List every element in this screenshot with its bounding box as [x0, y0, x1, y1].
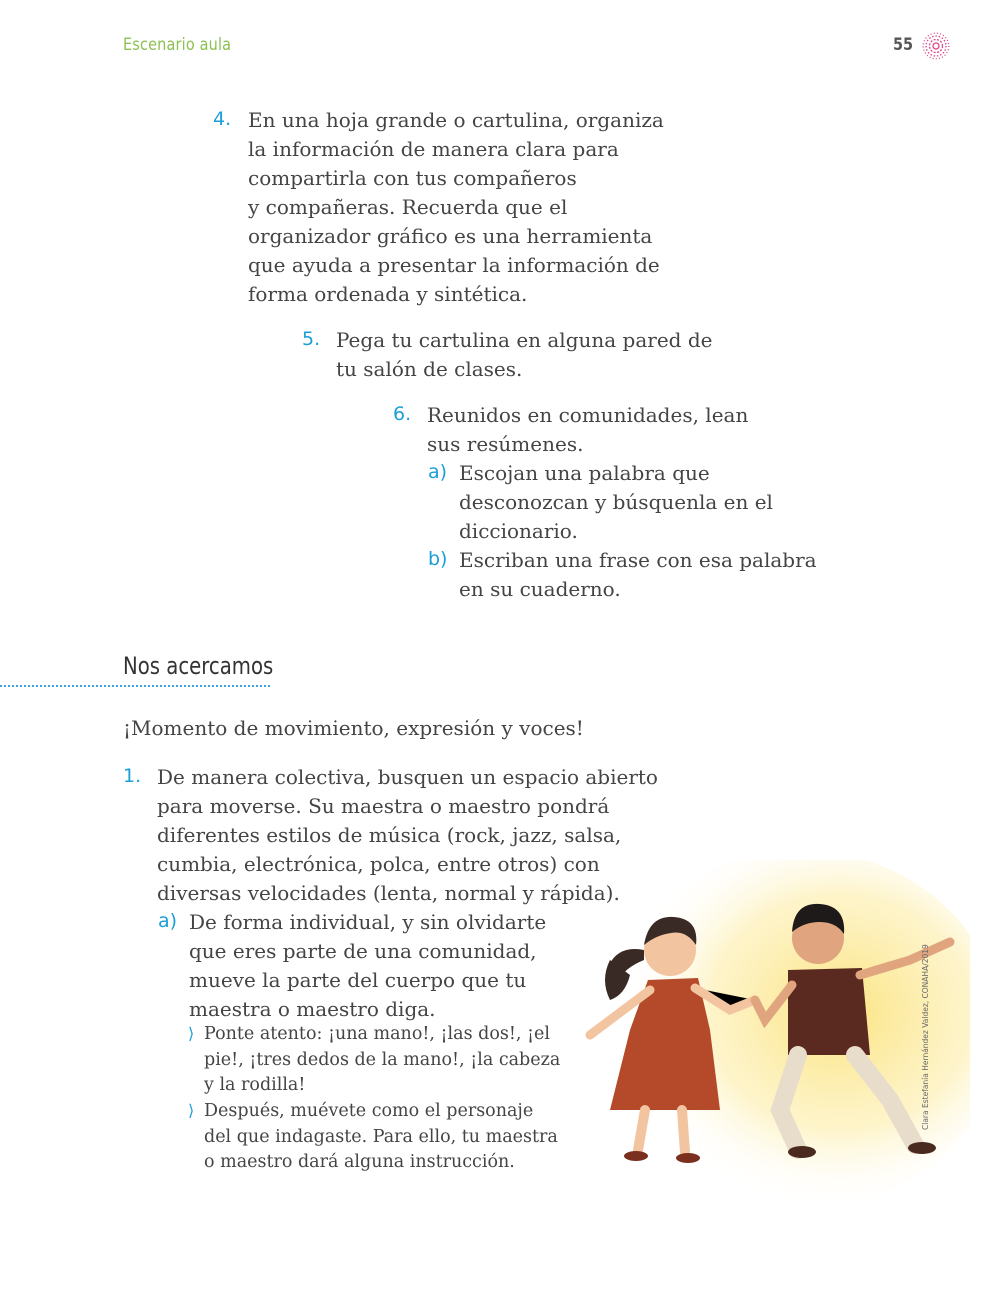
text-line: para moverse. Su maestra o maestro pondrá: [157, 794, 610, 818]
section-title: Nos acercamos: [123, 652, 274, 680]
dancing-children-illustration: [570, 860, 970, 1210]
text-line: forma ordenada y sintética.: [248, 282, 528, 306]
activity-subitem-letter-a: a): [158, 910, 178, 932]
text-line: organizador gráfico es una herramienta: [248, 224, 653, 248]
page-number: 55: [893, 35, 914, 55]
text-line: Escriban una frase con esa palabra: [459, 548, 817, 572]
step-6-text: [427, 401, 748, 459]
subitem-letter-b: b): [428, 548, 448, 570]
step-6a-text: [459, 459, 773, 546]
step-number-6: 6.: [393, 403, 412, 425]
text-line: Escojan una palabra que: [459, 461, 710, 485]
text-line: diferentes estilos de música (rock, jazz, salsa,: [157, 823, 622, 847]
text-line: pie!, ¡tres dedos de la mano!, ¡la cabeza: [204, 1049, 561, 1070]
text-line: diccionario.: [459, 519, 578, 543]
step-number-5: 5.: [302, 328, 321, 350]
activity-number-1: 1.: [123, 765, 142, 787]
running-header-section: Escenario aula: [123, 35, 232, 55]
bullet-marker-icon: ⟩: [188, 1024, 195, 1043]
step-4-text: [248, 106, 664, 309]
text-line: Pega tu cartulina en alguna pared de: [336, 328, 713, 352]
text-line: mueve la parte del cuerpo que tu: [189, 968, 527, 992]
subitem-letter-a: a): [428, 461, 448, 483]
section-intro: ¡Momento de movimiento, expresión y voces!: [123, 716, 584, 740]
text-line: De manera colectiva, busquen un espacio abierto: [157, 765, 658, 789]
text-line: y la rodilla!: [204, 1075, 306, 1095]
text-line: o maestro dará alguna instrucción.: [204, 1152, 515, 1172]
text-line: cumbia, electrónica, polca, entre otros) con: [157, 852, 600, 876]
step-6b-text: [459, 546, 817, 604]
text-line: desconozcan y búsquenla en el: [459, 490, 773, 514]
text-line: sus resúmenes.: [427, 432, 584, 456]
text-line: del que indagaste. Para ello, tu maestra: [204, 1126, 558, 1147]
bullet-marker-icon: ⟩: [188, 1101, 195, 1120]
text-line: maestra o maestro diga.: [189, 997, 436, 1021]
step-5-text: [336, 326, 712, 384]
illustration-credit: Clara Estefanía Hernández Valdez, CONAHA/2019: [921, 944, 930, 1130]
activity-1a-text: [189, 908, 546, 1024]
text-line: De forma individual, y sin olvidarte: [189, 910, 547, 934]
text-line: la información de manera clara para: [248, 137, 619, 161]
text-line: en su cuaderno.: [459, 577, 621, 601]
text-line: diversas velocidades (lenta, normal y rápida).: [157, 881, 620, 905]
text-line: Ponte atento: ¡una mano!, ¡las dos!, ¡el: [204, 1024, 550, 1044]
text-line: Reunidos en comunidades, lean: [427, 403, 749, 427]
sun-emblem-icon: [922, 32, 950, 60]
text-line: que eres parte de una comunidad,: [189, 939, 537, 963]
bullet-2-text: [204, 1099, 558, 1176]
bullet-1-text: [204, 1022, 560, 1099]
step-number-4: 4.: [213, 108, 232, 130]
section-divider: [0, 685, 270, 687]
text-line: compartirla con tus compañeros: [248, 166, 577, 190]
text-line: Después, muévete como el personaje: [204, 1101, 534, 1121]
text-line: que ayuda a presentar la información de: [248, 253, 660, 277]
text-line: En una hoja grande o cartulina, organiza: [248, 108, 664, 132]
text-line: y compañeras. Recuerda que el: [248, 195, 568, 219]
text-line: tu salón de clases.: [336, 357, 523, 381]
